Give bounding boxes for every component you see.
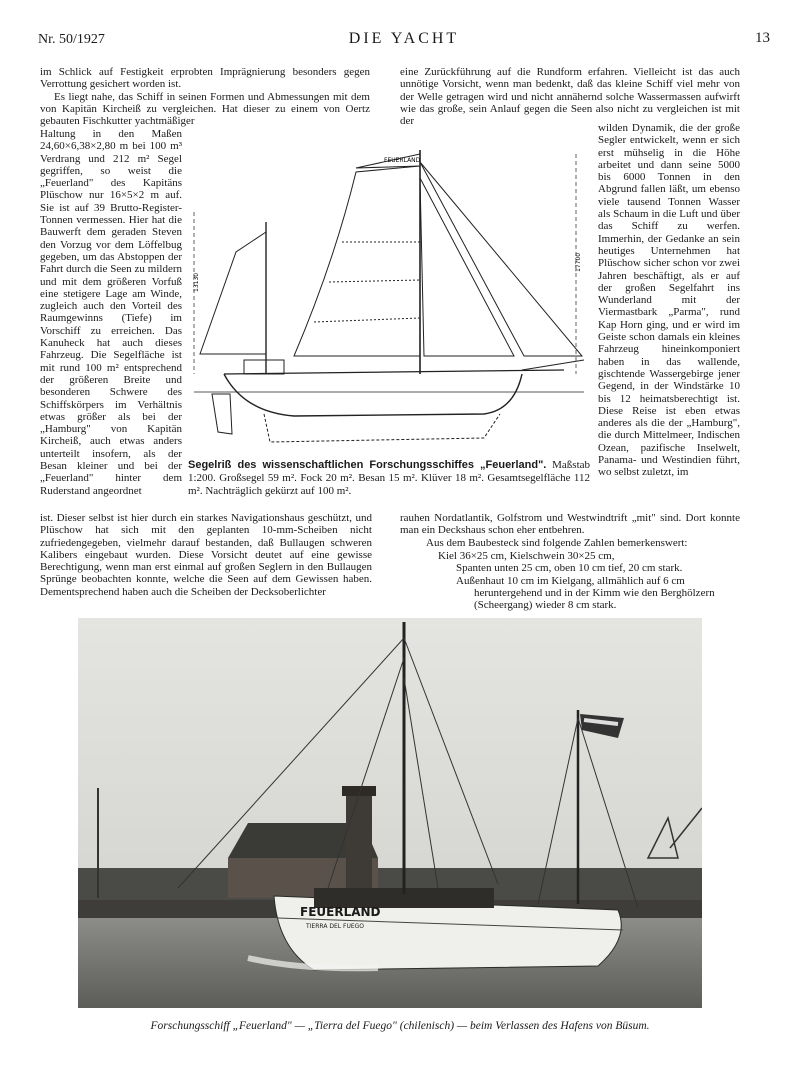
- paragraph: Es liegt nahe, das Schiff in seinen Formen und Abmessungen mit dem von Kapitän Kircheiß zu vergleichen. Hat dieser zu einem von Oertz gebauten Fischkutter yachtmäßiger: [40, 90, 370, 128]
- drawing-caption-text: Maßstab 1:200. Großsegel 59 m². Fock 20 m². Besan 15 m². Klüver 18 m². Gesamtsegelfläche 112 m². Nachträglich gekürzt auf 100 m².: [188, 459, 591, 497]
- keel-outline: [264, 414, 500, 442]
- left-column-top: [40, 66, 370, 127]
- spec-line: Kiel 36×25 cm, Kielschwein 30×25 cm,: [438, 550, 615, 562]
- spec-line: heruntergehend und in der Kimm wie den Berghölzern: [474, 586, 715, 599]
- right-column-top: eine Zurückführung auf die Rundform erfahren. Vielleicht ist das auch unnötige Vorsicht, wenn man bedenkt, daß das kleine Schiff viel mehr von der Welle getragen wird und nicht annähernd solche Wassermassen aufwirft wie das große, sein Anlauf gegen die Seen also nicht zu vergleichen ist mit der: [400, 66, 740, 128]
- lighthouse: [346, 793, 372, 898]
- drawing-caption-title: Segelriß des wissenschaftlichen Forschungsschiffes „Feuerland".: [188, 459, 547, 471]
- mainsail: [294, 166, 420, 356]
- paragraph: rauhen Nordatlantik, Golfstrom und Westwindtrift „mit" sind. Dort konnte man ein Deckshaus schon eher entbehren.: [400, 512, 740, 537]
- bowsprit: [522, 360, 584, 370]
- issue-number: Nr. 50/1927: [38, 32, 105, 47]
- paragraph: Aus dem Baubesteck sind folgende Zahlen bemerkenswert:: [426, 536, 688, 549]
- left-column-narrow: Haltung in den Maßen 24,60×6,38×2,80 m bei 100 m³ Verdrang und 212 m² Segel gegriffen, so weist die „Feuerland" des Kapitäns Plüschow nur 16×5×2 m auf. Sie ist auf 39 Brutto-Register-Tonnen vermessen. Hier hat die Bauwerft dem geraden Steven den Vorzug vor dem Löffelbug gegeben, um das Abstoppen der Fahrt durch die Seen zu mildern und mit dem größeren Vorfuß eine stetigere Lage am Winde, zugleich auch den Vorteil des Raumgewinns (Tiefe) im Vorschiff zu erreichen. Das Kanuheck hat auch dieses Fahrzeug. Die Segelfläche ist mit rund 100 m² entsprechend der größeren Breite und besonderen Schwere des Schiffskörpers im Verhältnis etwas größer als bei der „Hamburg" von Kapitän Kircheiß, auch etwas anders unterteilt insofern, als der Besan kleiner und bei der „Feuerland" hinter dem Ruderstand angeordnet: [40, 128, 182, 497]
- magazine-title: DIE YACHT: [348, 30, 460, 47]
- spec-line: Spanten unten 25 cm, oben 10 cm tief, 20 cm stark.: [456, 562, 683, 575]
- drawing-ship-name: FEUERLAND: [384, 157, 421, 164]
- jib: [420, 162, 582, 356]
- photo-caption: Forschungsschiff „Feuerland" — „Tierra del Fuego" (chilenisch) — beim Verlassen des Hafens von Büsum.: [150, 1020, 650, 1032]
- ship-photograph: [78, 618, 702, 1008]
- right-column-narrow: wilden Dynamik, die der große Segler entwickelt, wenn er sich erst mühselig in die Höhe arbeitet und dann seine 5000 bis 6000 Tonnen in den Abgrund fallen läßt, um ebenso viele tausend Tonnen Wasser als Schaum in die Luft und über das Schiff zu werfen. Immerhin, der Gedanke an sein heutiges Unternehmen hat Plüschow sicher schon vor zwei Jahren beschäftigt, als er auf der großen Segelfahrt ins Wunderland mit der Viermastbark „Parma", rund Kap Horn ging, und er wird im Geiste schon damals ein kleines Fahrzeug hineinkomponiert haben in das wallende, gischtende Wassergebirge jener Gegend, in der Windstärke 10 bis 12 heimatsberechtigt ist. Diese Reise ist eben etwas anderes als die der „Hamburg", die durch Mittelmeer, Indischen Ozean, pazifische Inselwelt, Panama- und Westindien führt, wo selbst zuletzt, im: [598, 122, 740, 479]
- hull-name: FEUERLAND: [300, 905, 381, 919]
- hull-outline: [224, 374, 522, 416]
- page-header: [38, 28, 770, 50]
- drawing-dim-height: 17700: [575, 252, 582, 272]
- mizzen-sail: [200, 232, 266, 354]
- page-number: 13: [755, 30, 770, 46]
- left-column-bottom: ist. Dieser selbst ist hier durch ein starkes Navigationshaus geschützt, und Plüschow hat sich mit den geplanten 10-mm-Scheiben nicht zufriedengegeben, vielmehr darauf bestanden, daß Bullaugen schweren Kalibers eingebaut wurden. Diese Vorsicht deutet auf eine gewisse Berechtigung, wenn man erst einmal auf großen Seglern in den Bullaugen Sprünge beobachten konnte, welche die Seen auf dem Gewissen haben. Dementsprechend haben auch die Scheiben der Decksoberlichter: [40, 512, 372, 598]
- drawing-dim-left: 13130: [193, 272, 200, 292]
- right-column-bottom: [400, 512, 740, 549]
- paragraph: im Schlick auf Festigkeit erprobten Imprägnierung besonders gegen Verrottung gesichert worden ist.: [40, 66, 370, 91]
- staysail: [420, 178, 514, 356]
- sail-plan-drawing: [184, 142, 596, 452]
- construction-specs: [438, 550, 748, 611]
- spec-line: Außenhaut 10 cm im Kielgang, allmählich auf 6 cm: [456, 574, 685, 587]
- deckhouse: [244, 360, 284, 374]
- hull-subtitle: TIERRA DEL FUEGO: [306, 923, 364, 930]
- drawing-caption: [188, 459, 590, 498]
- spec-line: (Scheergang) wieder 8 cm stark.: [474, 599, 617, 612]
